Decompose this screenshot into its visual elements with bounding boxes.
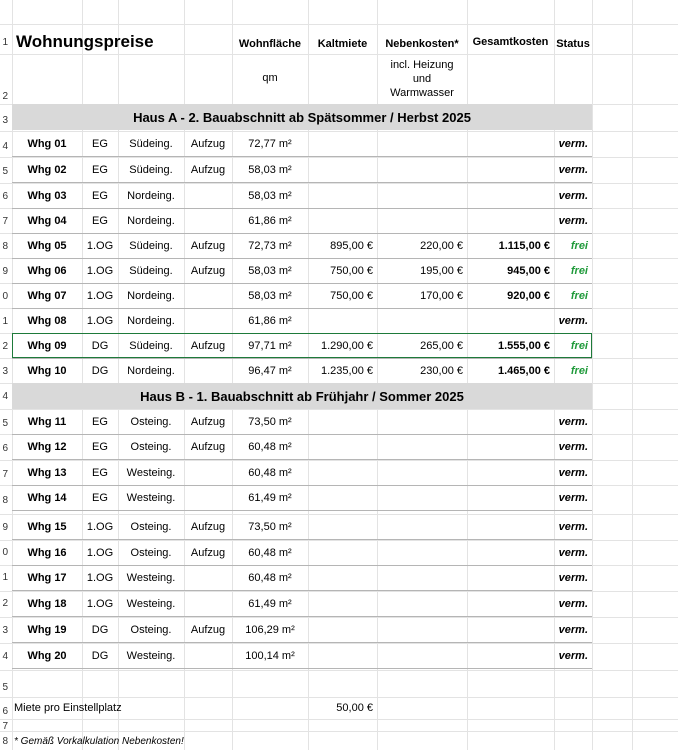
cell-ausrichtung[interactable]: Nordeing. xyxy=(127,214,175,227)
cell-geschoss[interactable]: 1.OG xyxy=(86,520,114,533)
cell-geschoss[interactable]: DG xyxy=(91,364,109,377)
cell-gesamtkosten[interactable]: 1.465,00 € xyxy=(498,364,550,377)
cell-gesamtkosten[interactable] xyxy=(467,409,554,434)
cell-wohnung[interactable]: Whg 02 xyxy=(27,163,67,176)
cell-wohnung[interactable]: Whg 08 xyxy=(27,314,67,327)
cell-aufzug[interactable] xyxy=(184,208,232,233)
row-number: 8 xyxy=(2,736,8,747)
cell-nebenkosten[interactable] xyxy=(377,208,467,233)
grid-row-line xyxy=(0,24,678,25)
cell-aufzug[interactable] xyxy=(184,358,232,383)
cell-status[interactable]: verm. xyxy=(558,440,588,453)
cell-wohnung[interactable]: Whg 06 xyxy=(27,264,67,277)
cell-wohnflaeche[interactable]: 73,50 m² xyxy=(248,520,292,533)
cell-status[interactable]: verm. xyxy=(558,415,588,428)
cell-ausrichtung[interactable]: Osteing. xyxy=(130,623,172,636)
cell-wohnflaeche[interactable]: 73,50 m² xyxy=(248,415,292,428)
cell-status[interactable]: verm. xyxy=(558,649,588,662)
cell-ausrichtung[interactable]: Westeing. xyxy=(126,571,176,584)
cell-geschoss[interactable]: EG xyxy=(92,137,108,150)
cell-status[interactable]: frei xyxy=(570,239,588,252)
grid-column-line xyxy=(592,0,593,750)
row-number: 8 xyxy=(2,241,8,252)
cell-nebenkosten[interactable] xyxy=(377,617,467,642)
cell-wohnung[interactable]: Whg 20 xyxy=(27,649,67,662)
cell-status[interactable]: verm. xyxy=(558,137,588,150)
cell-ausrichtung[interactable]: Südeing. xyxy=(129,339,173,352)
cell-ausrichtung[interactable]: Nordeing. xyxy=(127,314,175,327)
cell-ausrichtung[interactable]: Südeing. xyxy=(129,137,173,150)
cell-kaltmiete[interactable]: 1.290,00 € xyxy=(321,339,373,352)
cell-wohnung[interactable]: Whg 05 xyxy=(27,239,67,252)
row-number: 9 xyxy=(2,266,8,277)
cell-nebenkosten[interactable] xyxy=(377,591,467,616)
cell-gesamtkosten[interactable] xyxy=(467,540,554,565)
cell-nebenkosten[interactable] xyxy=(377,157,467,182)
row-number: 9 xyxy=(2,522,8,533)
row-number: 8 xyxy=(2,495,8,506)
cell-status[interactable]: frei xyxy=(570,264,588,277)
cell-ausrichtung[interactable]: Westeing. xyxy=(126,466,176,479)
row-number: 2 xyxy=(2,91,8,102)
row-number: 5 xyxy=(2,418,8,429)
cell-gesamtkosten[interactable] xyxy=(467,208,554,233)
cell-nebenkosten[interactable] xyxy=(377,485,467,510)
cell-wohnflaeche[interactable]: 72,73 m² xyxy=(248,239,292,252)
cell-gesamtkosten[interactable] xyxy=(467,308,554,333)
cell-aufzug[interactable]: Aufzug xyxy=(190,415,226,428)
cell-status[interactable]: frei xyxy=(570,289,588,302)
cell-geschoss[interactable]: EG xyxy=(92,415,108,428)
cell-geschoss[interactable]: 1.OG xyxy=(86,571,114,584)
cell-ausrichtung[interactable]: Osteing. xyxy=(130,546,172,559)
row-number: 3 xyxy=(2,115,8,126)
header-wohnflaeche: Wohnfläche xyxy=(238,38,302,50)
cell-gesamtkosten[interactable]: 945,00 € xyxy=(507,264,550,277)
row-number: 4 xyxy=(2,391,8,402)
cell-aufzug[interactable] xyxy=(184,283,232,308)
row-number: 3 xyxy=(2,366,8,377)
cell-aufzug[interactable] xyxy=(184,183,232,208)
cell-kaltmiete[interactable]: 750,00 € xyxy=(330,289,373,302)
cell-wohnung[interactable]: Whg 11 xyxy=(27,415,67,428)
cell-geschoss[interactable]: EG xyxy=(92,189,108,202)
cell-status[interactable]: verm. xyxy=(558,623,588,636)
header-gesamtkosten: Gesamtkosten xyxy=(472,36,549,48)
cell-kaltmiete[interactable]: 895,00 € xyxy=(330,239,373,252)
cell-gesamtkosten[interactable] xyxy=(467,460,554,485)
grid-row-line xyxy=(0,719,678,720)
cell-aufzug[interactable]: Aufzug xyxy=(190,264,226,277)
cell-kaltmiete[interactable] xyxy=(308,485,377,510)
footnote: * Gemäß Vorkalkulation Nebenkosten! xyxy=(14,736,184,747)
cell-ausrichtung[interactable]: Osteing. xyxy=(130,415,172,428)
cell-gesamtkosten[interactable]: 1.555,00 € xyxy=(498,339,550,352)
cell-kaltmiete[interactable] xyxy=(308,208,377,233)
grid-column-line xyxy=(632,0,633,750)
header-nebenkosten: Nebenkosten* xyxy=(385,38,459,50)
cell-wohnung[interactable]: Whg 01 xyxy=(27,137,67,150)
cell-gesamtkosten[interactable] xyxy=(467,643,554,668)
row-number: 6 xyxy=(2,706,8,717)
cell-wohnflaeche[interactable]: 58,03 m² xyxy=(248,163,292,176)
cell-aufzug[interactable]: Aufzug xyxy=(190,163,226,176)
cell-aufzug[interactable]: Aufzug xyxy=(190,239,226,252)
cell-kaltmiete[interactable] xyxy=(308,131,377,156)
row-number: 2 xyxy=(2,598,8,609)
cell-kaltmiete[interactable] xyxy=(308,434,377,459)
row-number: 5 xyxy=(2,166,8,177)
cell-wohnung[interactable]: Whg 15 xyxy=(27,520,67,533)
cell-ausrichtung[interactable]: Südeing. xyxy=(129,163,173,176)
grid-row-line xyxy=(0,670,678,671)
cell-geschoss[interactable]: EG xyxy=(92,491,108,504)
cell-nebenkosten[interactable] xyxy=(377,460,467,485)
cell-gesamtkosten[interactable] xyxy=(467,514,554,539)
cell-kaltmiete[interactable]: 750,00 € xyxy=(330,264,373,277)
row-number: 4 xyxy=(2,651,8,662)
cell-ausrichtung[interactable]: Nordeing. xyxy=(127,189,175,202)
cell-nebenkosten[interactable] xyxy=(377,308,467,333)
cell-ausrichtung[interactable]: Westeing. xyxy=(126,491,176,504)
cell-status[interactable]: verm. xyxy=(558,571,588,584)
cell-aufzug[interactable]: Aufzug xyxy=(190,137,226,150)
cell-ausrichtung[interactable]: Osteing. xyxy=(130,520,172,533)
cell-kaltmiete[interactable] xyxy=(308,409,377,434)
cell-geschoss[interactable]: 1.OG xyxy=(86,546,114,559)
cell-geschoss[interactable]: 1.OG xyxy=(86,314,114,327)
cell-aufzug[interactable] xyxy=(184,643,232,668)
cell-wohnung[interactable]: Whg 03 xyxy=(27,189,67,202)
cell-wohnung[interactable]: Whg 10 xyxy=(27,364,67,377)
cell-wohnung[interactable]: Whg 12 xyxy=(27,440,67,453)
cell-status[interactable]: verm. xyxy=(558,189,588,202)
cell-wohnflaeche[interactable]: 106,29 m² xyxy=(245,623,295,636)
row-separator xyxy=(12,510,592,511)
cell-gesamtkosten[interactable] xyxy=(467,157,554,182)
cell-wohnung[interactable]: Whg 13 xyxy=(27,466,67,479)
row-number: 4 xyxy=(2,141,8,152)
cell-wohnung[interactable]: Whg 19 xyxy=(27,623,67,636)
row-number: 3 xyxy=(2,625,8,636)
cell-nebenkosten[interactable] xyxy=(377,514,467,539)
cell-status[interactable]: frei xyxy=(570,364,588,377)
cell-wohnflaeche[interactable]: 60,48 m² xyxy=(248,571,292,584)
cell-nebenkosten[interactable] xyxy=(377,434,467,459)
cell-aufzug[interactable] xyxy=(184,565,232,590)
cell-aufzug[interactable]: Aufzug xyxy=(190,623,226,636)
cell-wohnung[interactable]: Whg 18 xyxy=(27,597,67,610)
cell-aufzug[interactable] xyxy=(184,308,232,333)
row-number: 0 xyxy=(2,291,8,302)
sheet-title: Wohnungspreise xyxy=(16,32,154,51)
cell-aufzug[interactable] xyxy=(184,591,232,616)
cell-gesamtkosten[interactable]: 920,00 € xyxy=(507,289,550,302)
cell-nebenkosten[interactable]: 195,00 € xyxy=(420,264,463,277)
parking-label: Miete pro Einstellplatz xyxy=(14,702,122,714)
cell-status[interactable]: verm. xyxy=(558,466,588,479)
cell-aufzug[interactable]: Aufzug xyxy=(190,520,226,533)
cell-wohnflaeche[interactable]: 96,47 m² xyxy=(248,364,292,377)
cell-status[interactable]: verm. xyxy=(558,163,588,176)
cell-geschoss[interactable]: DG xyxy=(91,339,109,352)
row-number: 7 xyxy=(2,721,8,732)
cell-gesamtkosten[interactable] xyxy=(467,565,554,590)
cell-status[interactable]: frei xyxy=(570,339,588,352)
cell-status[interactable]: verm. xyxy=(558,214,588,227)
cell-wohnflaeche[interactable]: 58,03 m² xyxy=(248,264,292,277)
cell-ausrichtung[interactable]: Nordeing. xyxy=(127,364,175,377)
cell-ausrichtung[interactable]: Südeing. xyxy=(129,239,173,252)
cell-ausrichtung[interactable]: Nordeing. xyxy=(127,289,175,302)
cell-kaltmiete[interactable] xyxy=(308,514,377,539)
cell-wohnung[interactable]: Whg 07 xyxy=(27,289,67,302)
row-number: 2 xyxy=(2,341,8,352)
cell-wohnflaeche[interactable]: 58,03 m² xyxy=(248,289,292,302)
cell-nebenkosten[interactable] xyxy=(377,643,467,668)
cell-geschoss[interactable]: DG xyxy=(91,623,109,636)
cell-kaltmiete[interactable] xyxy=(308,540,377,565)
cell-kaltmiete[interactable] xyxy=(308,591,377,616)
cell-wohnflaeche[interactable]: 100,14 m² xyxy=(245,649,295,662)
cell-aufzug[interactable]: Aufzug xyxy=(190,339,226,352)
row-number: 6 xyxy=(2,191,8,202)
cell-ausrichtung[interactable]: Osteing. xyxy=(130,440,172,453)
cell-nebenkosten[interactable]: 230,00 € xyxy=(420,364,463,377)
cell-nebenkosten[interactable]: 265,00 € xyxy=(420,339,463,352)
cell-nebenkosten[interactable] xyxy=(377,183,467,208)
cell-wohnflaeche[interactable]: 60,48 m² xyxy=(248,546,292,559)
cell-nebenkosten[interactable]: 170,00 € xyxy=(420,289,463,302)
cell-gesamtkosten[interactable] xyxy=(467,131,554,156)
cell-geschoss[interactable]: EG xyxy=(92,440,108,453)
cell-geschoss[interactable]: 1.OG xyxy=(86,597,114,610)
cell-wohnflaeche[interactable]: 97,71 m² xyxy=(248,339,292,352)
cell-kaltmiete[interactable] xyxy=(308,565,377,590)
cell-kaltmiete[interactable] xyxy=(308,308,377,333)
cell-wohnung[interactable]: Whg 14 xyxy=(27,491,67,504)
cell-kaltmiete[interactable] xyxy=(308,617,377,642)
cell-wohnflaeche[interactable]: 60,48 m² xyxy=(248,466,292,479)
row-number: 1 xyxy=(2,37,8,48)
cell-status[interactable]: verm. xyxy=(558,520,588,533)
cell-kaltmiete[interactable] xyxy=(308,183,377,208)
cell-geschoss[interactable]: 1.OG xyxy=(86,289,114,302)
cell-geschoss[interactable]: DG xyxy=(91,649,109,662)
parking-value: 50,00 € xyxy=(336,702,373,714)
row-number: 0 xyxy=(2,547,8,558)
cell-kaltmiete[interactable] xyxy=(308,643,377,668)
cell-gesamtkosten[interactable] xyxy=(467,434,554,459)
cell-aufzug[interactable] xyxy=(184,485,232,510)
cell-wohnung[interactable]: Whg 09 xyxy=(27,339,67,352)
cell-status[interactable]: verm. xyxy=(558,314,588,327)
cell-nebenkosten[interactable] xyxy=(377,131,467,156)
header-kaltmiete: Kaltmiete xyxy=(317,38,368,50)
cell-wohnflaeche[interactable]: 61,49 m² xyxy=(248,491,292,504)
cell-wohnflaeche[interactable]: 61,49 m² xyxy=(248,597,292,610)
row-number: 1 xyxy=(2,572,8,583)
section-header: Haus B - 1. Bauabschnitt ab Frühjahr / Sommer 2025 xyxy=(12,383,592,409)
cell-wohnung[interactable]: Whg 17 xyxy=(27,571,67,584)
cell-ausrichtung[interactable]: Südeing. xyxy=(129,264,173,277)
cell-nebenkosten[interactable] xyxy=(377,565,467,590)
row-separator xyxy=(12,668,592,669)
cell-wohnflaeche[interactable]: 60,48 m² xyxy=(248,440,292,453)
cell-wohnung[interactable]: Whg 16 xyxy=(27,546,67,559)
cell-aufzug[interactable] xyxy=(184,460,232,485)
row-number: 5 xyxy=(2,682,8,693)
cell-nebenkosten[interactable]: 220,00 € xyxy=(420,239,463,252)
cell-ausrichtung[interactable]: Westeing. xyxy=(126,597,176,610)
row-number: 1 xyxy=(2,316,8,327)
cell-kaltmiete[interactable] xyxy=(308,157,377,182)
cell-geschoss[interactable]: 1.OG xyxy=(86,239,114,252)
cell-wohnflaeche[interactable]: 58,03 m² xyxy=(248,189,292,202)
cell-gesamtkosten[interactable] xyxy=(467,485,554,510)
header-status: Status xyxy=(556,38,590,50)
cell-gesamtkosten[interactable] xyxy=(467,183,554,208)
row-number: 7 xyxy=(2,469,8,480)
subheader-qm: qm xyxy=(262,72,278,84)
grid-row-line xyxy=(0,731,678,732)
cell-gesamtkosten[interactable]: 1.115,00 € xyxy=(498,239,550,252)
cell-gesamtkosten[interactable] xyxy=(467,617,554,642)
cell-status[interactable]: verm. xyxy=(558,546,588,559)
cell-aufzug[interactable]: Aufzug xyxy=(190,440,226,453)
cell-geschoss[interactable]: EG xyxy=(92,214,108,227)
cell-aufzug[interactable]: Aufzug xyxy=(190,546,226,559)
cell-status[interactable]: verm. xyxy=(558,597,588,610)
subheader-nebenkosten-note: incl. Heizung und Warmwasser xyxy=(390,59,454,99)
cell-wohnung[interactable]: Whg 04 xyxy=(27,214,67,227)
cell-kaltmiete[interactable] xyxy=(308,460,377,485)
cell-gesamtkosten[interactable] xyxy=(467,591,554,616)
cell-wohnflaeche[interactable]: 61,86 m² xyxy=(248,314,292,327)
cell-geschoss[interactable]: 1.OG xyxy=(86,264,114,277)
cell-kaltmiete[interactable]: 1.235,00 € xyxy=(321,364,373,377)
grid-row-line xyxy=(0,54,678,55)
cell-geschoss[interactable]: EG xyxy=(92,466,108,479)
cell-wohnflaeche[interactable]: 61,86 m² xyxy=(248,214,292,227)
cell-nebenkosten[interactable] xyxy=(377,540,467,565)
cell-nebenkosten[interactable] xyxy=(377,409,467,434)
cell-ausrichtung[interactable]: Westeing. xyxy=(126,649,176,662)
cell-geschoss[interactable]: EG xyxy=(92,163,108,176)
cell-wohnflaeche[interactable]: 72,77 m² xyxy=(248,137,292,150)
row-number: 7 xyxy=(2,216,8,227)
cell-status[interactable]: verm. xyxy=(558,491,588,504)
section-header: Haus A - 2. Bauabschnitt ab Spätsommer / Herbst 2025 xyxy=(12,104,592,130)
row-number: 6 xyxy=(2,443,8,454)
